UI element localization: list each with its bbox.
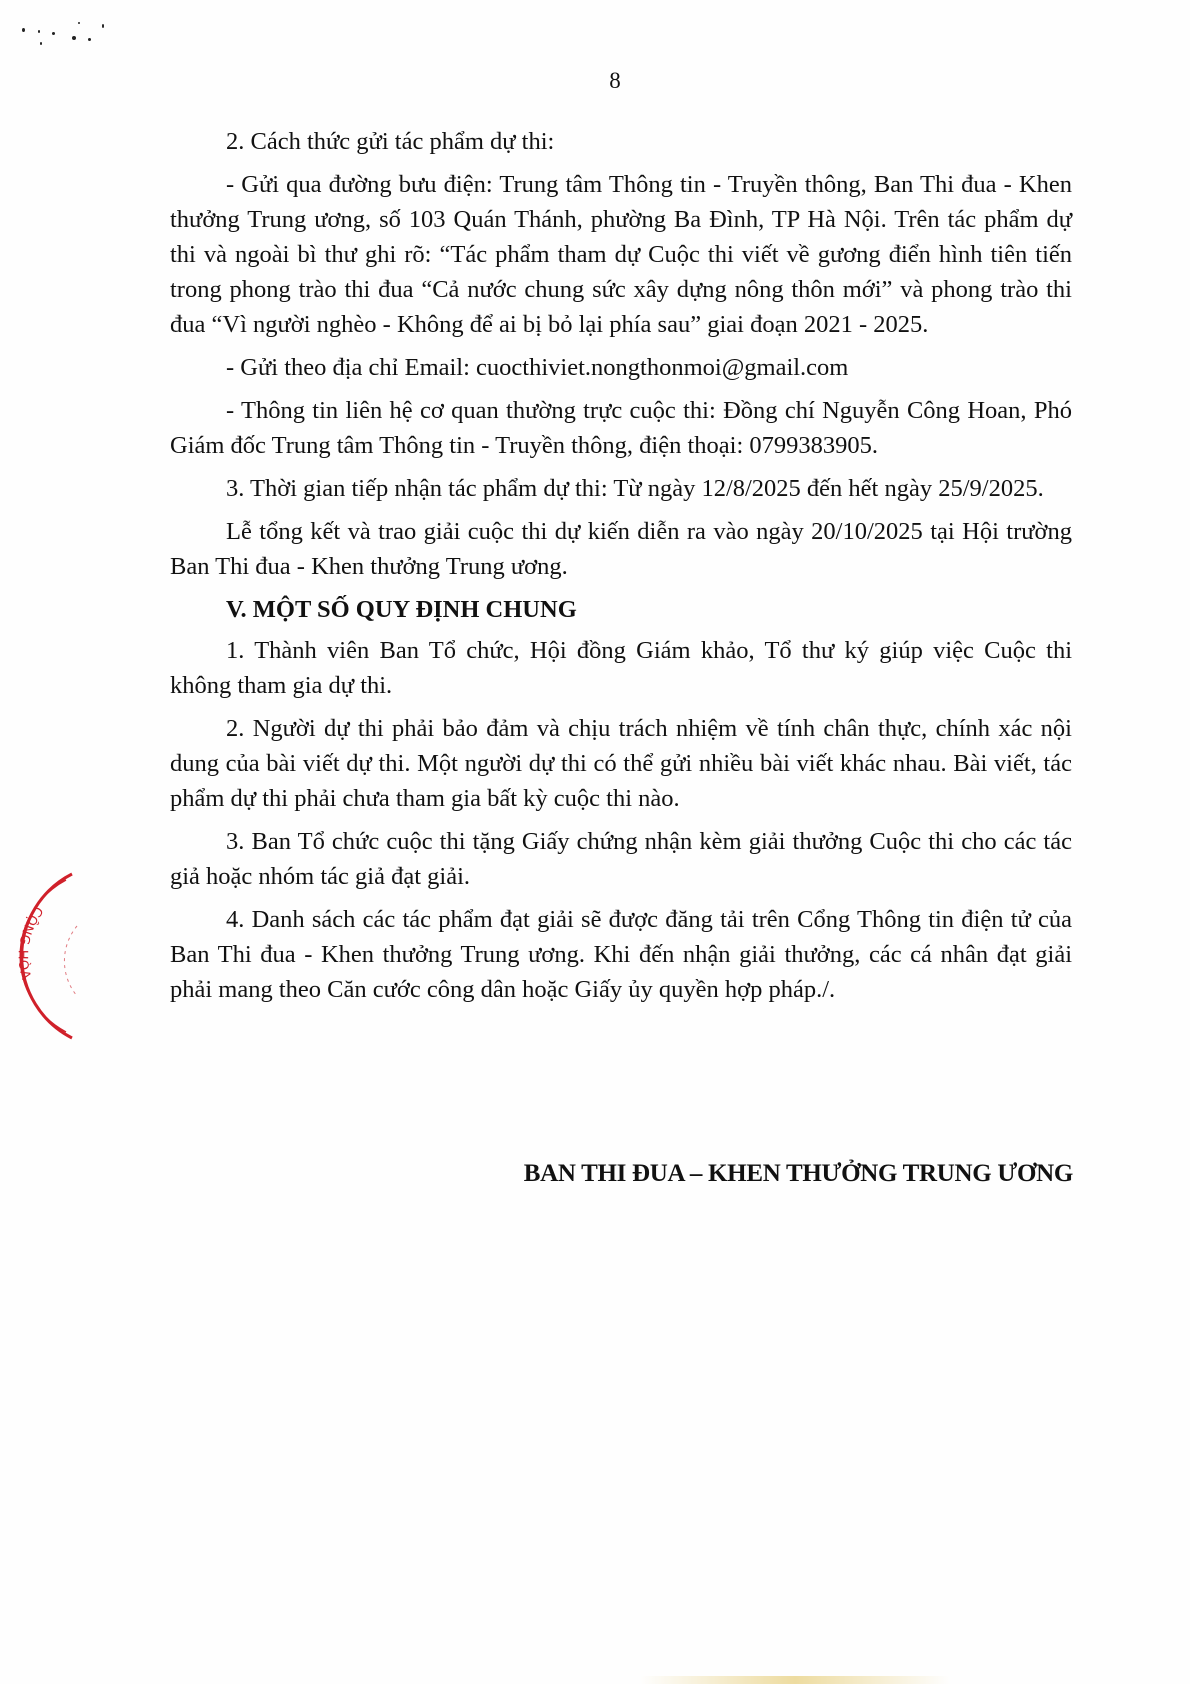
paragraph-contact: - Thông tin liên hệ cơ quan thường trực cuộc thi: Đồng chí Nguyễn Công Hoan, Phó Giám đốc Trung tâm Thông tin - Truyền thông, điện thoại: 0799383905.	[170, 397, 1072, 459]
rule-item: 2. Người dự thi phải bảo đảm và chịu trách nhiệm về tính chân thực, chính xác nội dung của bài viết dự thi. Một người dự thi có thể gửi nhiều bài viết khác nhau. Bài viết, tác phẩm dự thi phải chưa tham gia bất kỳ cuộc thi nào.	[170, 715, 1072, 812]
paragraph-ceremony: Lễ tổng kết và trao giải cuộc thi dự kiến diễn ra vào ngày 20/10/2025 tại Hội trường Ban Thi đua - Khen thưởng Trung ương.	[170, 518, 1072, 580]
paragraph-postal: - Gửi qua đường bưu điện: Trung tâm Thông tin - Truyền thông, Ban Thi đua - Khen thưởng Trung ương, số 103 Quán Thánh, phường Ba Đình, TP Hà Nội. Trên tác phẩm dự thi và ngoài bì thư ghi rõ: “Tác phẩm tham dự Cuộc thi viết về gương điển hình tiên tiến trong phong trào thi đua “Cả nước chung sức xây dựng nông thôn mới” và phong trào thi đua “Vì người nghèo - Không để ai bị bỏ lại phía sau” giai đoạn 2021 - 2025.	[170, 171, 1072, 338]
signature-block: BAN THI ĐUA – KHEN THƯỞNG TRUNG ƯƠNG	[523, 1160, 1073, 1187]
scan-specks	[18, 18, 108, 48]
svg-text:CỘNG HÒA: CỘNG HÒA	[14, 903, 46, 983]
scan-edge	[640, 1676, 950, 1684]
paragraph-submission-method: 2. Cách thức gửi tác phẩm dự thi:	[226, 128, 555, 155]
paragraph-email: - Gửi theo địa chỉ Email: cuocthiviet.nongthonmoi@gmail.com	[226, 354, 849, 381]
rule-item: 1. Thành viên Ban Tổ chức, Hội đồng Giám khảo, Tổ thư ký giúp việc Cuộc thi không tham gia dự thi.	[170, 637, 1072, 699]
rule-item: 3. Ban Tổ chức cuộc thi tặng Giấy chứng nhận kèm giải thưởng Cuộc thi cho các tác giả hoặc nhóm tác giả đạt giải.	[170, 828, 1072, 890]
paragraph-receiving-time: 3. Thời gian tiếp nhận tác phẩm dự thi: Từ ngày 12/8/2025 đến hết ngày 25/9/2025.	[226, 475, 1044, 502]
red-stamp-icon	[0, 866, 92, 1046]
rule-item: 4. Danh sách các tác phẩm đạt giải sẽ được đăng tải trên Cổng Thông tin điện tử của Ban Thi đua - Khen thưởng Trung ương. Khi đến nhận giải thưởng, các cá nhân đạt giải phải mang theo Căn cước công dân hoặc Giấy ủy quyền hợp pháp./.	[170, 906, 1072, 1003]
page-number: 8	[609, 68, 621, 93]
document-body	[170, 124, 1072, 1015]
section-heading: V. MỘT SỐ QUY ĐỊNH CHUNG	[226, 596, 577, 623]
